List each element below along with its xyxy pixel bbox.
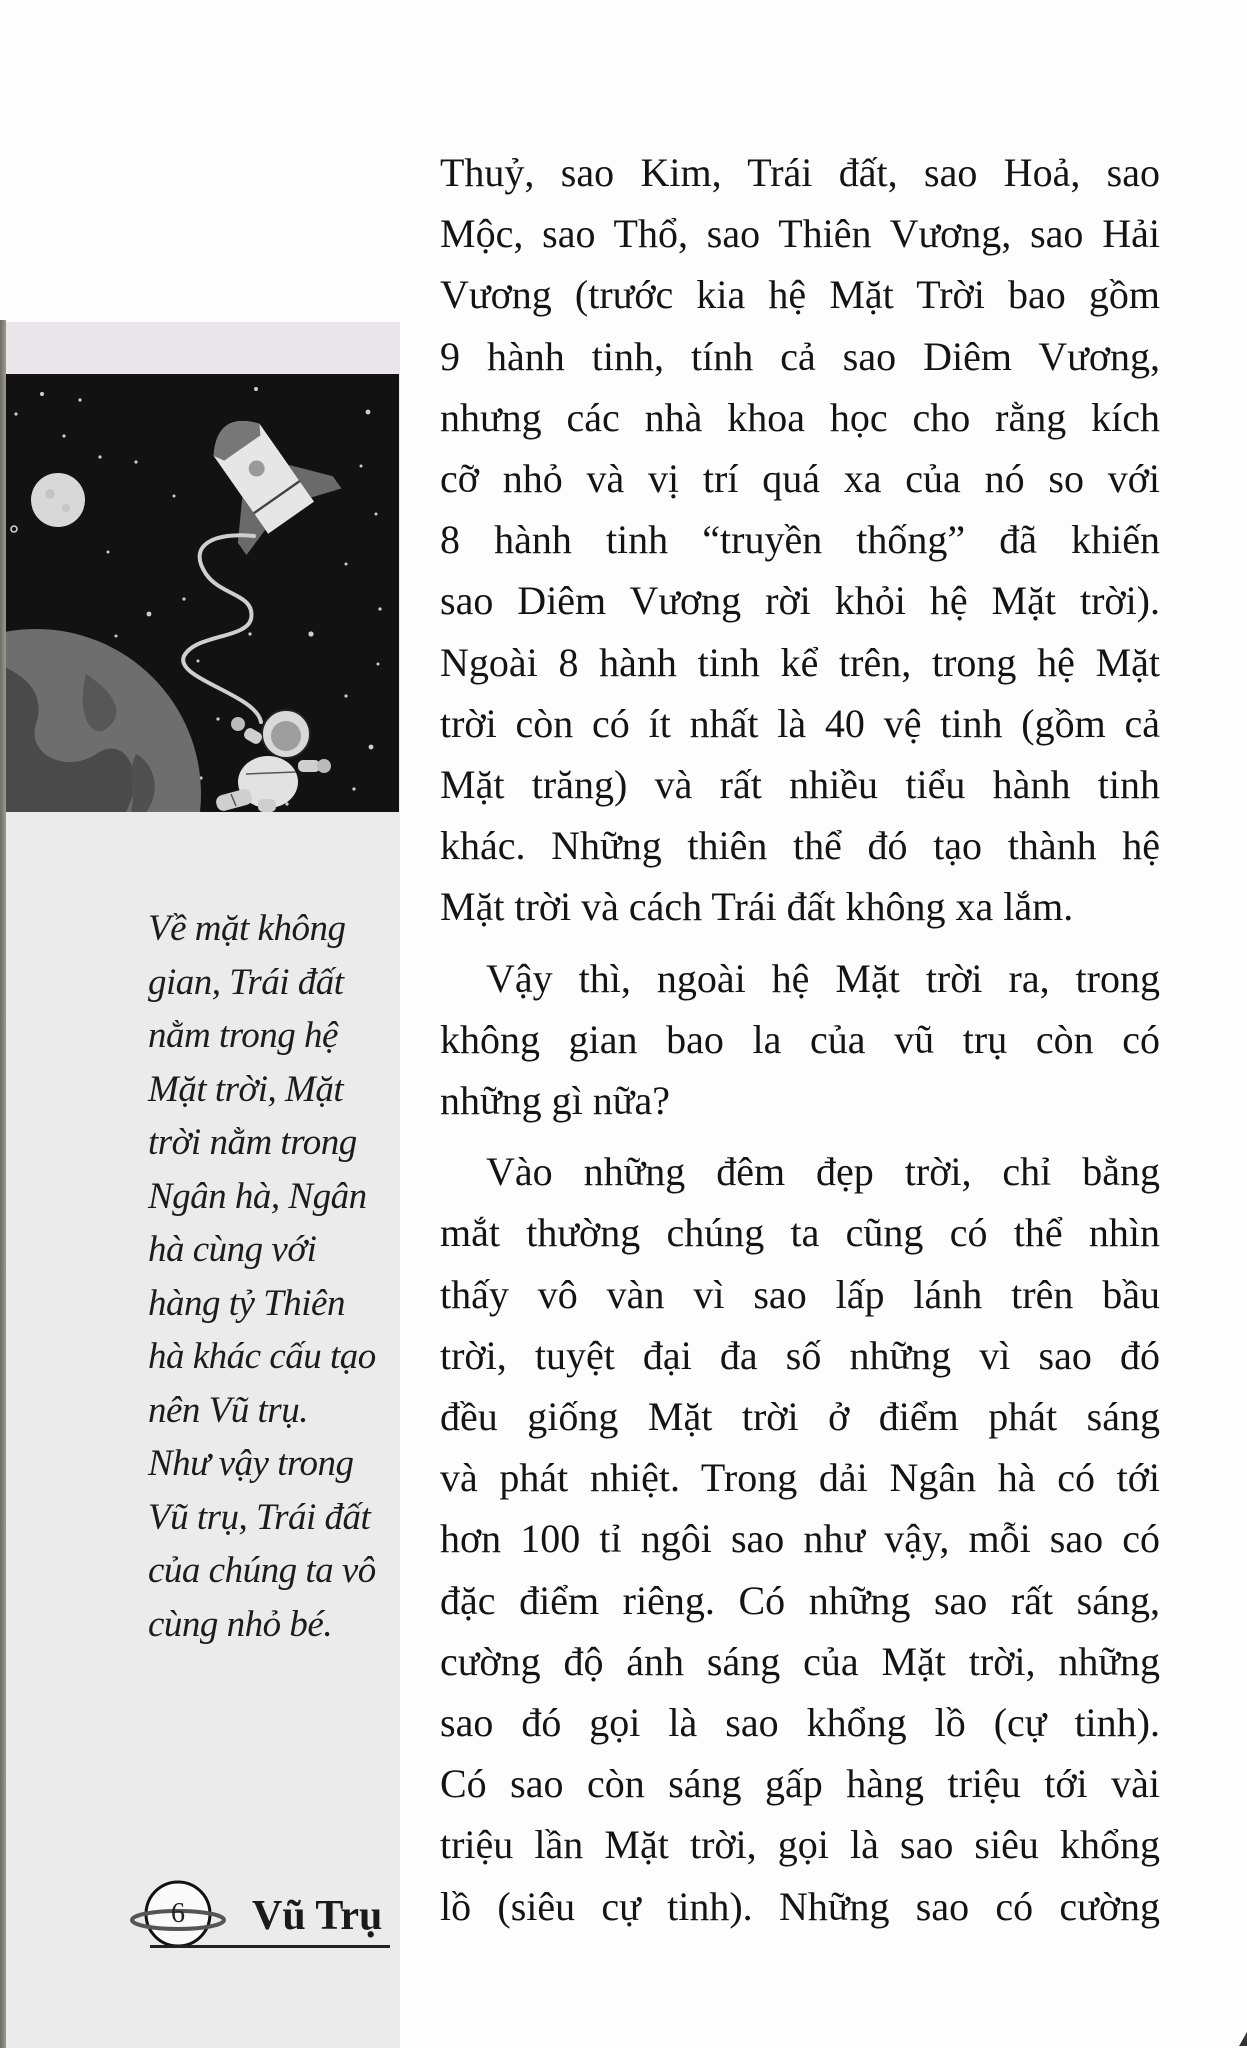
body-line: trời còn có ít nhất là 40 vệ tinh (gồm cả <box>440 700 1160 746</box>
page-number: 6 <box>171 1898 185 1929</box>
body-line: Ngoài 8 hành tinh kể trên, trong hệ Mặt <box>440 639 1160 685</box>
body-line: cỡ nhỏ và vị trí quá xa của nó so với <box>440 456 1160 502</box>
sidebar-note-line: của chúng ta vô <box>148 1550 376 1591</box>
body-line: khác. Những thiên thể đó tạo thành hệ <box>440 823 1160 869</box>
body-line: sao Diêm Vương rời khỏi hệ Mặt trời). <box>440 578 1160 624</box>
sidebar-note-line: cùng nhỏ bé. <box>148 1603 333 1645</box>
footer-rule <box>150 1945 390 1948</box>
sidebar-note-line: Như vậy trong <box>148 1443 354 1484</box>
sidebar-note-line: nên Vũ trụ. <box>148 1389 308 1431</box>
body-line: Thuỷ, sao Kim, Trái đất, sao Hoả, sao <box>440 150 1160 195</box>
sidebar-note-line: gian, Trái đất <box>148 961 344 1003</box>
body-text <box>440 142 1160 1937</box>
body-line: Mộc, sao Thổ, sao Thiên Vương, sao Hải <box>440 211 1160 257</box>
body-line: không gian bao la của vũ trụ còn có <box>440 1016 1160 1062</box>
sidebar-note <box>148 902 398 1651</box>
body-line: nhưng các nhà khoa học cho rằng kích <box>440 394 1160 440</box>
body-line: triệu lần Mặt trời, gọi là sao siêu khổng <box>440 1822 1160 1868</box>
body-line: Vào những đêm đẹp trời, chỉ bằng <box>486 1149 1160 1195</box>
body-line: đều giống Mặt trời ở điểm phát sáng <box>440 1394 1160 1440</box>
body-line: Vậy thì, ngoài hệ Mặt trời ra, trong <box>486 955 1160 1001</box>
sidebar-note-line: Về mặt không <box>148 908 346 949</box>
body-line: Mặt trời và cách Trái đất không xa lắm. <box>440 884 1074 930</box>
body-line: cường độ ánh sáng của Mặt trời, những <box>440 1638 1160 1684</box>
section-title: Vũ Trụ <box>252 1893 383 1939</box>
body-line: trời, tuyệt đại đa số những vì sao đó <box>440 1332 1160 1378</box>
body-line: đặc điểm riêng. Có những sao rất sáng, <box>440 1577 1160 1623</box>
body-line: mắt thường chúng ta cũng có thể nhìn <box>440 1210 1160 1256</box>
body-line: sao đó gọi là sao khổng lồ (cự tinh). <box>440 1700 1160 1746</box>
body-line: Mặt trăng) và rất nhiều tiểu hành tinh <box>440 762 1160 808</box>
sidebar-note-line: nằm trong hệ <box>148 1015 338 1056</box>
paragraph-gap <box>440 1131 1160 1141</box>
sidebar-note-line: Vũ trụ, Trái đất <box>148 1496 371 1538</box>
space-illustration <box>6 374 399 812</box>
sidebar-note-line: hà khác cấu tạo <box>148 1336 376 1377</box>
sidebar-note-line: hà cùng với <box>148 1229 317 1270</box>
body-line: Có sao còn sáng gấp hàng triệu tới vài <box>440 1761 1160 1807</box>
body-line: những gì nữa? <box>440 1078 670 1124</box>
body-line: thấy vô vàn vì sao lấp lánh trên bầu <box>440 1271 1160 1317</box>
body-line: 8 hành tinh “truyền thống” đã khiến <box>440 517 1160 563</box>
moon-icon <box>31 473 85 527</box>
body-line: và phát nhiệt. Trong dải Ngân hà có tới <box>440 1455 1160 1501</box>
paragraph-gap <box>440 938 1160 948</box>
sidebar-note-line: hàng tỷ Thiên <box>148 1282 345 1324</box>
sidebar-note-line: Mặt trời, Mặt <box>148 1068 344 1110</box>
body-line: 9 hành tinh, tính cả sao Diêm Vương, <box>440 333 1160 379</box>
page-corner-mark <box>1239 2032 1247 2046</box>
sidebar-top-band <box>6 322 400 374</box>
sidebar-note-line: Ngân hà, Ngân <box>148 1175 367 1217</box>
page-footer <box>116 1880 406 1960</box>
body-line: hơn 100 tỉ ngôi sao như vậy, mỗi sao có <box>440 1516 1160 1562</box>
body-line: lồ (siêu cự tinh). Những sao có cường <box>440 1883 1160 1929</box>
sidebar-note-line: trời nằm trong <box>148 1122 357 1163</box>
body-line: Vương (trước kia hệ Mặt Trời bao gồm <box>440 272 1160 318</box>
